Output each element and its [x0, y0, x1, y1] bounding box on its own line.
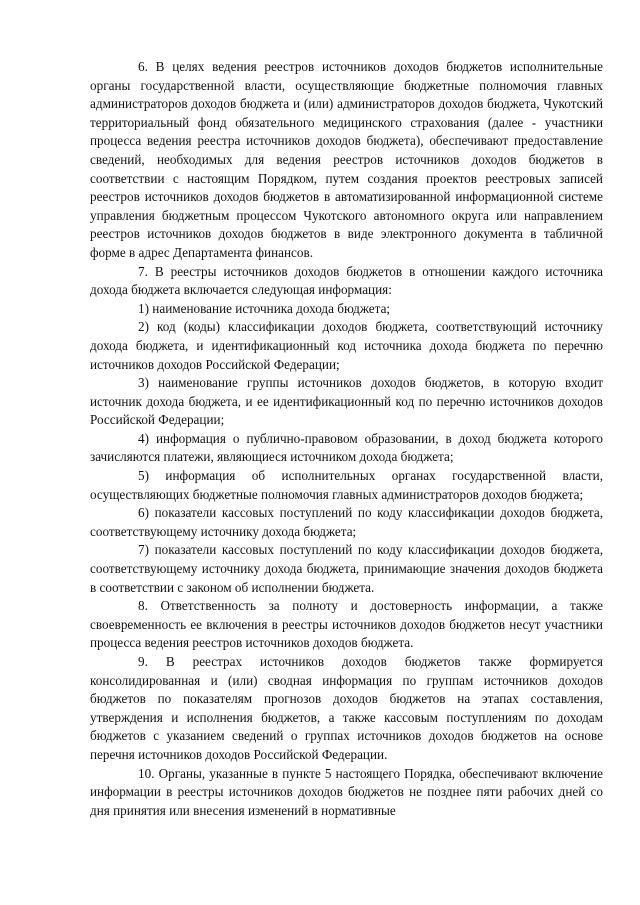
list-item-2: 2) код (коды) классификации доходов бюджета, соответствующий источнику дохода бюджета, и идентификационный код источника дохода бюджета по перечню источников доходов Российской Федерации;: [90, 319, 603, 372]
paragraph-10: 10. Органы, указанные в пункте 5 настоящего Порядка, обеспечивают включение информации в реестры источников доходов бюджетов не позднее пяти рабочих дней со дня принятия или внесения изменений в нормативные: [90, 765, 603, 818]
list-item-7: 7) показатели кассовых поступлений по коду классификации доходов бюджета, соответствующему источнику дохода бюджета, принимающие значения доходов бюджета в соответствии с законом об исполнении бюджета.: [90, 542, 603, 595]
list-item-5: 5) информация об исполнительных органах государственной власти, осуществляющих бюджетные полномочия главных администраторов доходов бюджета;: [90, 468, 603, 502]
paragraph-7: 7. В реестры источников доходов бюджетов в отношении каждого источника дохода бюджета включается следующая информация:: [90, 263, 603, 298]
paragraph-8: 8. Ответственность за полноту и достоверность информации, а также своевременность ее включения в реестры источников доходов бюджетов несут участники процесса ведения реестров источников доходов бюджета.: [90, 598, 603, 651]
list-item-6: 6) показатели кассовых поступлений по коду классификации доходов бюджета, соответствующему источнику дохода бюджета;: [90, 505, 603, 539]
paragraph-9: 9. В реестрах источников доходов бюджетов также формируется консолидированная и (или) сводная информация по группам источников доходов бюджетов по показателям прогнозов доходов бюджетов на этапах составления, утверждения и исполнения бюджетов, а также кассовым поступлениям по доходам бюджетов с указанием сведений о группах источников доходов бюджетов на основе перечня источников доходов Российской Федерации.: [90, 654, 603, 762]
paragraph-6: 6. В целях ведения реестров источников доходов бюджетов исполнительные органы государственной власти, осуществляющие бюджетные полномочия главных администраторов доходов бюджета и (или) администраторов доходов бюджета, Чукотский территориальный фонд обязательного медицинского страхования (далее - участники процесса ведения реестра источников доходов бюджета), обеспечивают предоставление сведений, необходимых для ведения реестров источников доходов бюджетов в соответствии с настоящим Порядком, путем создания проектов реестровых записей реестров источников доходов бюджетов в автоматизированной информационной системе управления бюджетным процессом Чукотского автономного округа или направлением реестров источников доходов бюджетов в виде электронного документа в табличной форме в адрес Департамента финансов.: [90, 59, 603, 260]
list-item-3: 3) наименование группы источников доходов бюджетов, в которую входит источник дохода бюджета, и ее идентификационный код по перечню источников доходов Российской Федерации;: [90, 375, 603, 428]
document-page: [90, 58, 603, 820]
list-item-4: 4) информация о публично-правовом образовании, в доход бюджета которого зачисляются платежи, являющиеся источником дохода бюджета;: [90, 430, 603, 465]
list-item-1: 1) наименование источника дохода бюджета;: [138, 300, 391, 316]
